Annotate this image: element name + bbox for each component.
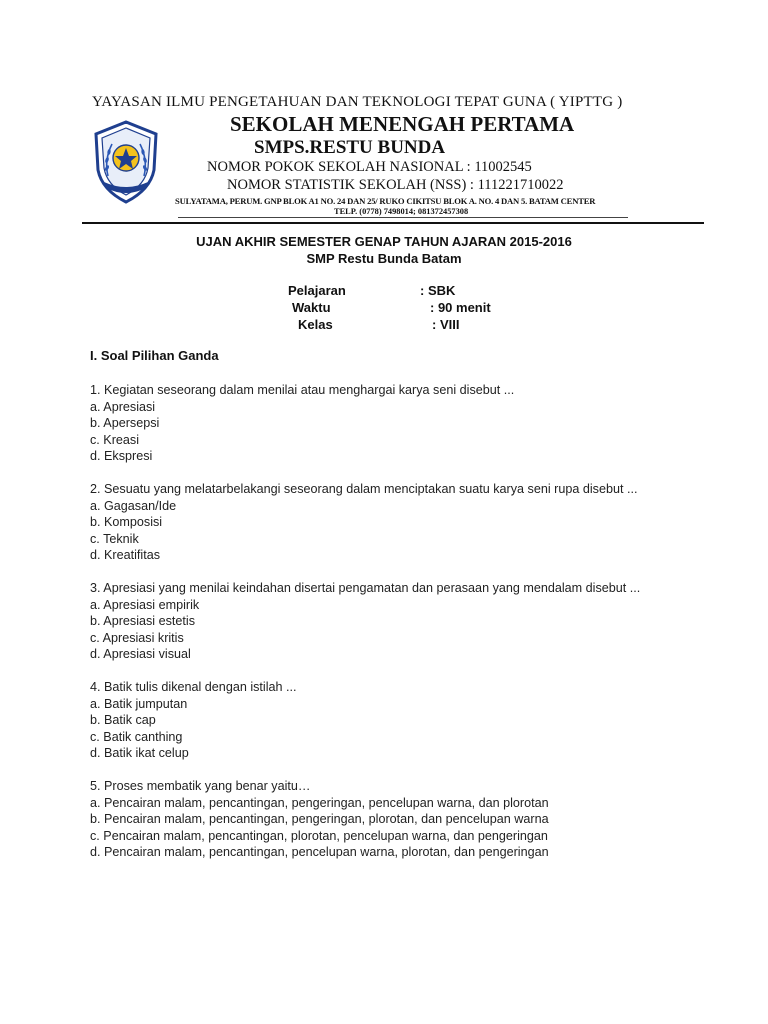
info-label: Kelas (298, 317, 333, 332)
answer-option: a. Batik jumputan (90, 696, 188, 711)
answer-option: d. Kreatifitas (90, 548, 160, 562)
school-npsn: NOMOR POKOK SEKOLAH NASIONAL : 11002545 (207, 159, 532, 175)
exam-title: UJAN AKHIR SEMESTER GENAP TAHUN AJARAN 2015-2016 (196, 234, 572, 249)
answer-option: c. Teknik (90, 531, 139, 546)
answer-option: a. Gagasan/Ide (90, 498, 177, 513)
foundation-name: YAYASAN ILMU PENGETAHUAN DAN TEKNOLOGI TEPAT GUNA ( YIPTTG ) (92, 94, 623, 110)
question-text: 2. Sesuatu yang melatarbelakangi seseorang dalam menciptakan suatu karya seni rupa disebut ... (90, 482, 638, 496)
question-list (90, 382, 678, 877)
letterhead-divider-thin (178, 217, 628, 218)
question-text: 3. Apresiasi yang menilai keindahan disertai pengamatan dan perasaan yang mendalam disebut ... (90, 581, 641, 595)
answer-option: b. Apersepsi (90, 416, 160, 430)
question-2 (90, 481, 678, 564)
answer-option: b. Apresiasi estetis (90, 614, 195, 628)
answer-option: a. Pencairan malam, pencantingan, pengeringan, pencelupan warna, dan plorotan (90, 795, 549, 810)
question-5 (90, 778, 678, 861)
question-3 (90, 580, 678, 663)
question-text: 1. Kegiatan seseorang dalam menilai atau menghargai karya seni disebut ... (90, 383, 515, 397)
info-label: Pelajaran (288, 283, 346, 298)
answer-option: d. Ekspresi (90, 449, 153, 463)
school-name: SMPS.RESTU BUNDA (254, 137, 446, 158)
info-value: : SBK (420, 283, 456, 298)
info-value: : VIII (432, 317, 460, 332)
school-nss: NOMOR STATISTIK SEKOLAH (NSS) : 111221710022 (227, 177, 564, 193)
school-emblem-icon (90, 120, 162, 204)
answer-option: c. Pencairan malam, pencantingan, plorotan, pencelupan warna, dan pengeringan (90, 828, 548, 843)
answer-option: a. Apresiasi empirik (90, 597, 200, 612)
school-type: SEKOLAH MENENGAH PERTAMA (230, 112, 575, 136)
letterhead (0, 0, 768, 230)
question-text: 4. Batik tulis dikenal dengan istilah ... (90, 680, 297, 694)
info-label: Waktu (292, 300, 331, 315)
school-address: SULYATAMA, PERUM. GNP BLOK A1 NO. 24 DAN 25/ RUKO CIKITSU BLOK A. NO. 4 DAN 5. BATAM CENTER (175, 196, 596, 206)
answer-option: b. Pencairan malam, pencantingan, pengeringan, plorotan, dan pencelupan warna (90, 812, 549, 826)
exam-subtitle: SMP Restu Bunda Batam (306, 251, 462, 266)
answer-option: c. Apresiasi kritis (90, 630, 184, 645)
answer-option: d. Apresiasi visual (90, 647, 191, 661)
question-text: 5. Proses membatik yang benar yaitu… (90, 779, 311, 793)
answer-option: b. Komposisi (90, 515, 163, 529)
answer-option: c. Kreasi (90, 432, 139, 447)
answer-option: d. Pencairan malam, pencantingan, pencelupan warna, plorotan, dan pengeringan (90, 845, 549, 859)
answer-option: d. Batik ikat celup (90, 746, 189, 760)
answer-option: b. Batik cap (90, 713, 156, 727)
answer-option: a. Apresiasi (90, 399, 156, 414)
section-title: I. Soal Pilihan Ganda (90, 348, 219, 363)
answer-option: c. Batik canthing (90, 729, 183, 744)
question-4 (90, 679, 678, 762)
info-value: : 90 menit (430, 300, 491, 315)
question-1 (90, 382, 678, 465)
school-phone: TELP. (0778) 7498014; 081372457308 (334, 207, 469, 216)
letterhead-divider (82, 222, 704, 224)
